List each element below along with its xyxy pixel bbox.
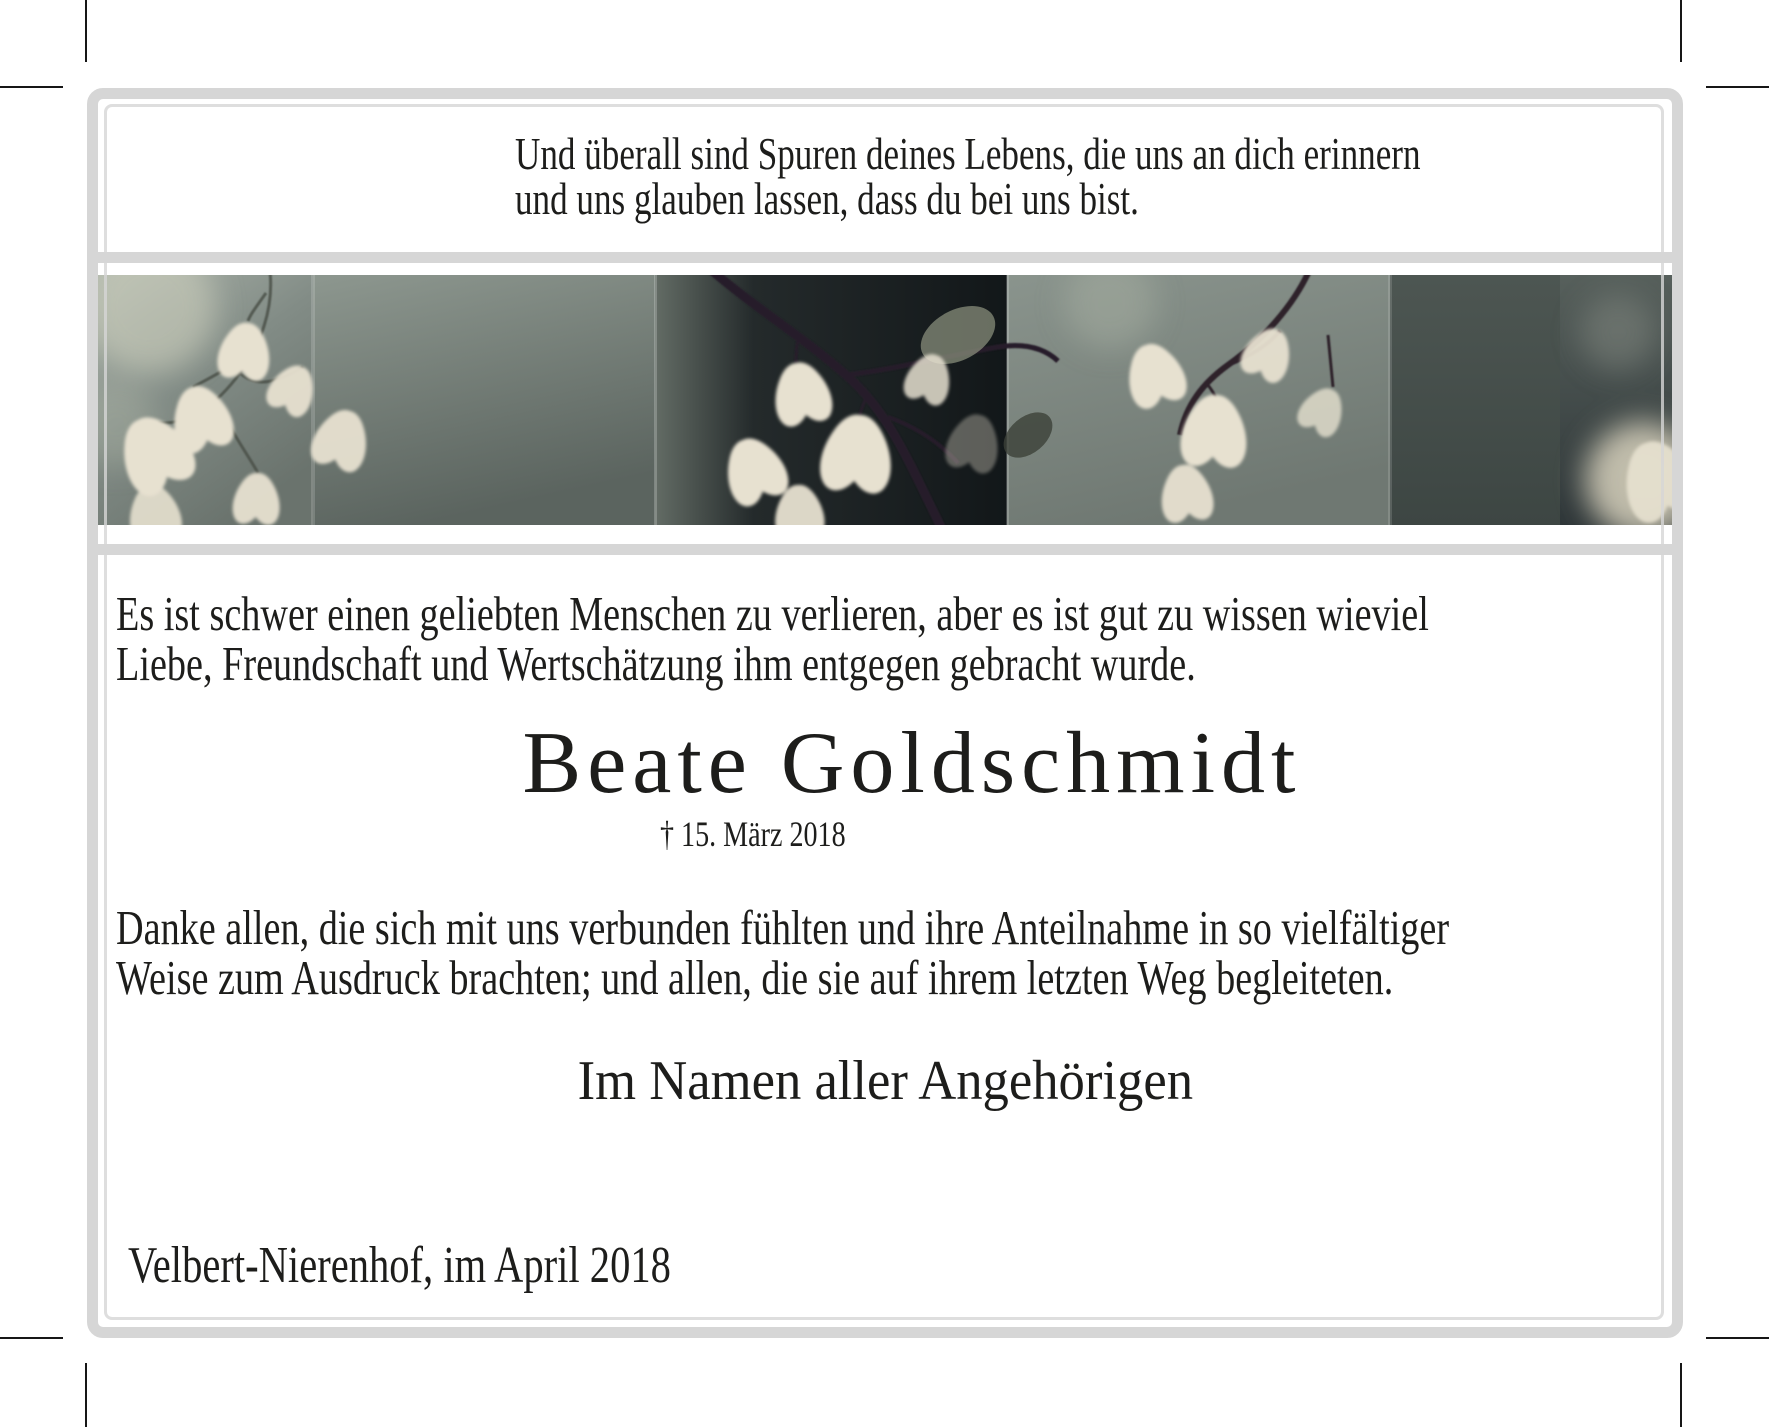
crop-mark-bottom-right-horizontal: [1706, 1337, 1769, 1339]
quote-line-1: Und überall sind Spuren deines Lebens, die uns an dich erinnern: [515, 129, 1421, 179]
death-date-row: [660, 816, 898, 852]
memorial-flowers-triptych-graphic: [98, 275, 1672, 525]
closing-row: [87, 1050, 1683, 1112]
death-date: † 15. März 2018: [660, 814, 846, 854]
quote-line-2: und uns glauben lassen, dass du bei uns bist.: [515, 174, 1139, 224]
intro-line-2: Liebe, Freundschaft und Wertschätzung ihm entgegen gebracht wurde.: [116, 636, 1196, 691]
crop-mark-bottom-right-vertical: [1680, 1363, 1682, 1427]
thanks-line-1: Danke allen, die sich mit uns verbunden fühlten und ihre Anteilnahme in so vielfältiger: [116, 900, 1450, 955]
closing-text: Im Namen aller Angehörigen: [577, 1050, 1193, 1112]
deceased-name-row: [87, 715, 1683, 812]
place-date-row: [128, 1237, 824, 1294]
thanks-line-2: Weise zum Ausdruck brachten; und allen, die sie auf ihrem letzten Weg begleiteten.: [116, 950, 1394, 1005]
separator-band-bottom: [98, 544, 1672, 555]
crop-mark-bottom-left-horizontal: [0, 1337, 63, 1339]
memorial-photo: [98, 275, 1672, 525]
crop-mark-top-left-horizontal: [0, 86, 63, 88]
intro-paragraph: [116, 586, 1769, 691]
intro-line-1: Es ist schwer einen geliebten Menschen zu verlieren, aber es ist gut zu wissen wieviel: [116, 586, 1429, 641]
crop-mark-top-right-vertical: [1680, 0, 1682, 62]
crop-mark-bottom-left-vertical: [85, 1363, 87, 1427]
crop-mark-top-right-horizontal: [1706, 86, 1769, 88]
deceased-name: Beate Goldschmidt: [522, 715, 1302, 812]
thanks-paragraph: [116, 900, 1769, 1005]
memorial-quote: [515, 129, 1676, 224]
crop-mark-top-left-vertical: [85, 0, 87, 62]
place-date-text: Velbert-Nierenhof, im April 2018: [128, 1237, 671, 1294]
separator-band-top: [98, 252, 1672, 263]
